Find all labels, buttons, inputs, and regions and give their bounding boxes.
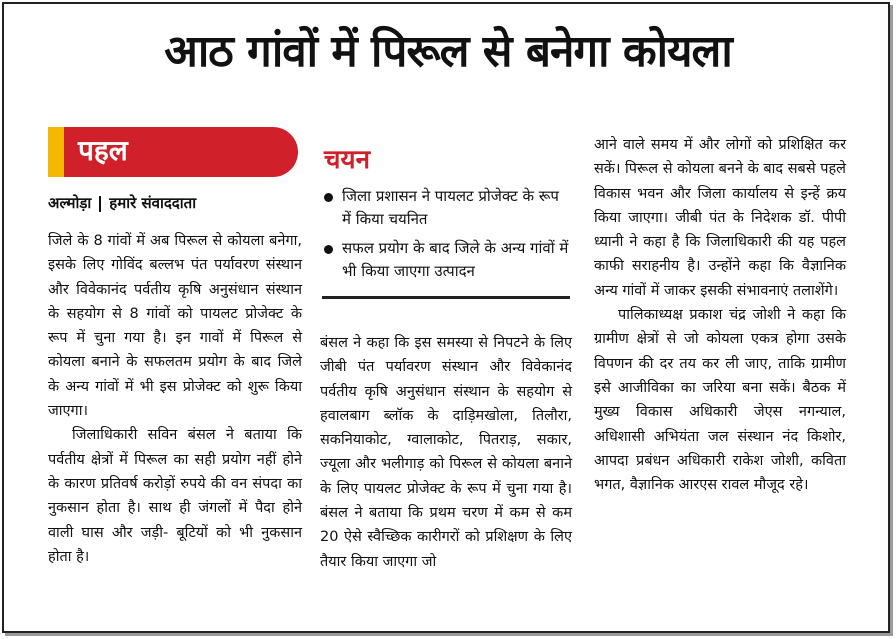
paragraph: जिलाधिकारी सविन बंसल ने बताया कि पर्वतीय क्षेत्रों में पिरूल का सही प्रयोग नहीं होने के कारण प्रतिवर्ष करोड़ों रुपये की वन संपदा का नुकसान होता है। साथ ही जंगलों में पैदा होने वाली घास और जड़ी- बूटियों को भी नुकसान होता है।: [48, 427, 302, 565]
sidebar-divider: [322, 296, 570, 299]
paragraph: जिले के 8 गांवों में अब पिरूल से कोयला बनेगा, इसके लिए गोविंद बल्लभ पंत पर्यावरण संस्थान और विवेकानंद पर्वतीय कृषि अनुसंधान संस्थान के सहयोग से 8 गांवों को पायलट प्रोजेक्ट के रूप में चुना गया है। इन गावों में पिरूल से कोयला बनाने के सफलतम प्रयोग के बाद जिले के अन्य गांवों में भी इस प्रोजेक्ट को शुरू किया जाएगा।: [48, 233, 302, 420]
article-column-1: [48, 229, 302, 569]
sidebar-bullet-list: [322, 185, 572, 289]
section-label: पहल: [78, 134, 128, 167]
byline-reporter: हमारे संवाददाता: [109, 194, 197, 212]
paragraph: बंसल ने कहा कि इस समस्या से निपटने के लिए जीबी पंत पर्यावरण संस्थान और विवेकानंद पर्वतीय कृषि अनुसंधान संस्थान के सहयोग से हवालबाग ब्लॉक के दाड़िमखोला, तिलौरा, सकनियाकोट, ग्वालाकोट, पितराड़, सकार, ज्यूला और भलीगाड़ को पिरूल से कोयला बनाने के लिए पायलट प्रोजेक्ट के रूप में चुना गया है। बंसल ने बताया कि प्रथम चरण में कम से कम 20 ऐसे स्वैच्छिक कारीगरों को प्रशिक्षण के लिए तैयार किया जाएगा जो: [320, 335, 572, 570]
article-column-2: [320, 331, 572, 574]
paragraph: पालिकाध्यक्ष प्रकाश चंद्र जोशी ने कहा कि ग्रामीण क्षेत्रों से जो कोयला एकत्र होगा उसके विपणन की दर तय कर ली जाए, ताकि ग्रामीण इसे आजीविका का जरिया बना सकें। बैठक में मुख्य विकास अधिकारी जेएस नगन्याल, अधिशासी अभियंता जल संस्थान नंद किशोर, आपदा प्रबंधन अधिकारी राकेश जोशी, कविता भगत, वैज्ञानिक आरएस रावल मौजूद रहे।: [594, 307, 846, 494]
byline-separator: [99, 196, 101, 212]
section-label-banner: [48, 127, 298, 177]
byline-place: अल्मोड़ा: [48, 194, 92, 212]
headline: आठ गांवों में पिरूल से बनेगा कोयला: [164, 26, 732, 77]
bullet-item: जिला प्रशासन ने पायलट प्रोजेक्ट के रूप में किया चयनित: [322, 185, 572, 231]
bullet-item: सफल प्रयोग के बाद जिले के अन्य गांवों में भी किया जाएगा उत्पादन: [322, 237, 572, 283]
article-column-3: [594, 133, 846, 497]
sidebar-title: चयन: [324, 145, 371, 175]
banner-accent-bar: [48, 127, 64, 177]
byline: [48, 193, 196, 213]
paragraph: आने वाले समय में और लोगों को प्रशिक्षित कर सकें। पिरूल से कोयला बनने के बाद सबसे पहले विकास भवन और जिला कार्यालय से इन्हें क्रय किया जाएगा। जीबी पंत के निदेशक डॉ. पीपी ध्यानी ने कहा है कि जिलाधिकारी की यह पहल काफी सराहनीय है। उन्होंने कहा कि वैज्ञानिक अन्य गांवों में जाकर इसकी संभावनाएं तलाशेंगे।: [594, 137, 846, 299]
